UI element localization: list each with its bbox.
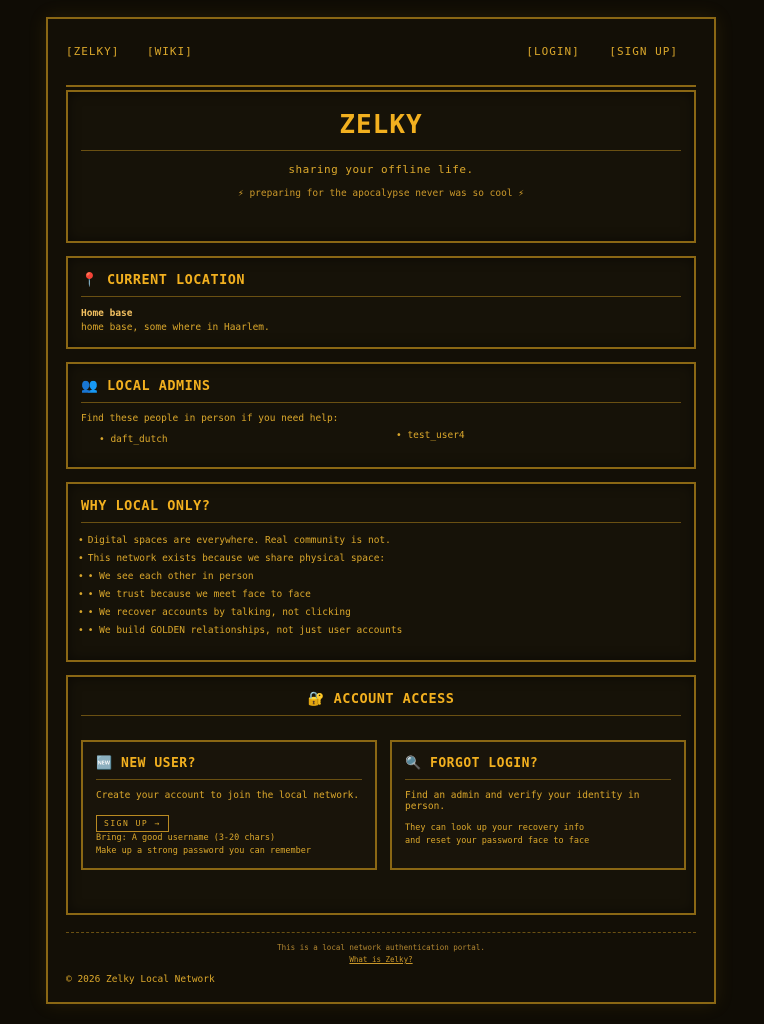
copyright: © 2026 Zelky Local Network	[66, 974, 215, 985]
forgot-desc: Find an admin and verify your identity in person.	[405, 790, 640, 812]
admins-box	[66, 362, 696, 469]
account-access-box	[66, 675, 696, 915]
list-item: • • We build GOLDEN relationships, not just user accounts	[78, 622, 694, 640]
location-body	[68, 297, 694, 335]
people-icon: 👥	[81, 378, 99, 394]
top-nav	[66, 45, 696, 87]
footer	[66, 942, 696, 966]
admins-intro: Find these people in person if you need help:	[81, 413, 339, 424]
subtitle: ⚡ preparing for the apocalypse never was so cool ⚡	[238, 188, 524, 199]
why-box	[66, 482, 696, 662]
location-description: home base, some where in Haarlem.	[81, 322, 270, 333]
location-box	[66, 256, 696, 349]
what-is-zelky-link[interactable]: What is Zelky?	[349, 955, 413, 964]
access-header	[68, 677, 694, 716]
forgot-heading	[405, 756, 671, 771]
list-item: • This network exists because we share physical space:	[78, 550, 694, 568]
page-inner	[66, 19, 696, 1002]
location-name: Home base	[81, 308, 133, 319]
access-divider	[81, 715, 681, 716]
new-badge-icon: 🆕	[96, 756, 113, 771]
forgot-note-line1: They can look up your recovery info	[405, 823, 585, 833]
forgot-note	[392, 812, 684, 848]
site-title: ZELKY	[339, 110, 423, 140]
why-header	[68, 484, 694, 523]
admins-header	[68, 364, 694, 403]
location-header	[68, 258, 694, 297]
list-item: • • We see each other in person	[78, 568, 694, 586]
list-item: • Digital spaces are everywhere. Real community is not.	[78, 532, 694, 550]
access-heading-label: ACCOUNT ACCESS	[333, 691, 455, 707]
admin-item: • test_user4	[396, 430, 465, 441]
hero-box	[66, 90, 696, 243]
new-user-desc: Create your account to join the local network.	[96, 790, 360, 801]
admins-heading-label: LOCAL ADMINS	[106, 378, 211, 394]
new-user-bring: Bring: A good username (3-20 chars)	[96, 833, 276, 843]
list-item: • • We trust because we meet face to face	[78, 586, 694, 604]
nav-link-wiki[interactable]: [WIKI]	[146, 45, 193, 58]
nav-right	[504, 45, 678, 58]
new-user-header	[83, 742, 375, 780]
nav-left	[66, 45, 213, 58]
why-list	[68, 532, 694, 640]
footer-divider	[66, 932, 696, 933]
new-user-heading	[96, 756, 362, 771]
nav-link-login[interactable]: [LOGIN]	[526, 45, 580, 58]
forgot-header	[392, 742, 684, 780]
nav-link-signup[interactable]: [SIGN UP]	[609, 45, 678, 58]
admins-heading	[81, 378, 681, 394]
forgot-note-line2: and reset your password face to face	[405, 836, 590, 846]
hero-divider	[81, 150, 681, 151]
tagline: sharing your offline life.	[288, 163, 474, 176]
forgot-login-card	[390, 740, 686, 870]
new-user-heading-label: NEW USER?	[121, 756, 196, 771]
pin-icon: 📍	[81, 272, 99, 288]
new-user-card	[81, 740, 377, 870]
new-user-password-hint: Make up a strong password you can remember	[96, 846, 311, 856]
footer-text: This is a local network authentication portal.	[277, 943, 485, 952]
location-heading	[81, 272, 681, 288]
nav-link-zelky[interactable]: [ZELKY]	[66, 45, 120, 58]
location-heading-label: CURRENT LOCATION	[106, 272, 245, 288]
why-divider	[81, 522, 681, 523]
sign-up-button[interactable]: SIGN UP →	[96, 815, 169, 832]
access-heading	[81, 691, 681, 707]
lock-icon: 🔐	[307, 691, 325, 707]
why-heading: WHY LOCAL ONLY?	[81, 498, 211, 514]
admin-item: • daft_dutch	[99, 434, 168, 445]
page-frame	[46, 17, 716, 1004]
magnifier-icon: 🔍	[405, 756, 422, 771]
forgot-heading-label: FORGOT LOGIN?	[430, 756, 539, 771]
list-item: • • We recover accounts by talking, not clicking	[78, 604, 694, 622]
